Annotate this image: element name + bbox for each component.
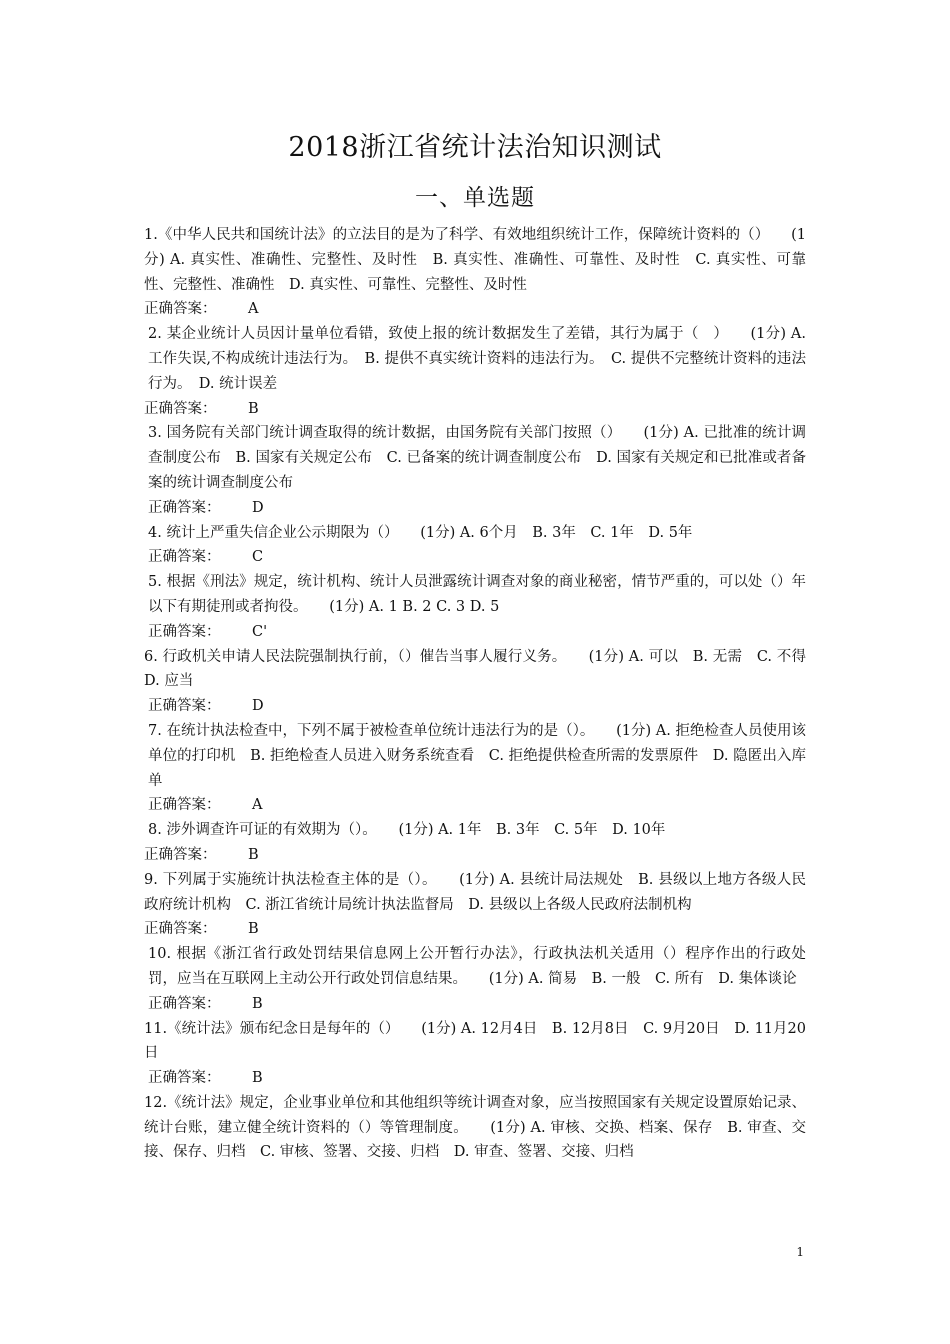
answer-label: 正确答案：: [148, 623, 221, 640]
document-title: 2018浙江省统计法治知识测试: [288, 132, 662, 163]
answer-value: A: [248, 301, 259, 318]
answer-11: [144, 1066, 806, 1091]
answer-10: [144, 992, 806, 1017]
answer-label: 正确答案：: [144, 301, 217, 318]
question-1: 1.《中华人民共和国统计法》的立法目的是为了科学、有效地组织统计工作，保障统计资料的（） (1分) A. 真实性、准确性、完整性、及时性 B. 真实性、准确性、可靠性、及时性 C. 真实性、可靠性、完整性、准确性 D. 真实性、可靠性、完整性、及时性: [144, 227, 806, 293]
answer-value: B: [248, 846, 259, 863]
answer-label: 正确答案：: [148, 797, 221, 814]
answer-label: 正确答案：: [148, 698, 221, 715]
answer-value: D: [252, 698, 264, 715]
question-9: 9. 下列属于实施统计执法检查主体的是（）。 (1分) A. 县统计局法规处 B. 县级以上地方各级人民政府统计机构 C. 浙江省统计局统计执法监督局 D. 县级以上各级人民政府法制机构: [144, 871, 806, 913]
answer-label: 正确答案：: [144, 846, 217, 863]
page-number: 1: [796, 1245, 804, 1259]
question-12: 12.《统计法》规定，企业事业单位和其他组织等统计调查对象，应当按照国家有关规定设置原始记录、统计台账，建立健全统计资料的（）等管理制度。 (1分) A. 审核、交换、档案、保存 B. 审查、交接、保存、归档 C. 审核、签署、交接、归档 D. 审查、签署、交接、归档: [144, 1094, 806, 1161]
question-list: [144, 223, 821, 1165]
question-7: 7. 在统计执法检查中，下列不属于被检查单位统计违法行为的是（）。 (1分) A. 拒绝检查人员使用该单位的打印机 B. 拒绝检查人员进入财务系统查看 C. 拒绝提供检查所需的发票原件 D. 隐匿出入库单: [148, 722, 806, 789]
answer-value: C': [252, 623, 268, 640]
answer-9: [144, 917, 806, 942]
question-2: 2. 某企业统计人员因计量单位看错，致使上报的统计数据发生了差错，其行为属于（ ） (1分) A. 工作失误,不构成统计违法行为。 B. 提供不真实统计资料的违法行为。 C. 提供不完整统计资料的违法行为。 D. 统计误差: [148, 326, 806, 392]
answer-label: 正确答案：: [148, 1070, 221, 1087]
answer-value: B: [252, 1070, 263, 1087]
answer-8: [144, 843, 806, 868]
answer-1: [144, 297, 806, 322]
section-heading: 一、单选题: [415, 185, 535, 211]
answer-value: B: [252, 995, 263, 1012]
answer-6: [144, 694, 806, 719]
answer-2: [144, 397, 806, 422]
question-11: 11.《统计法》颁布纪念日是每年的（） (1分) A. 12月4日 B. 12月8日 C. 9月20日 D. 11月20日: [144, 1020, 806, 1062]
answer-value: B: [248, 400, 259, 417]
question-4: 4. 统计上严重失信企业公示期限为（） (1分) A. 6个月 B. 3年 C. 1年 D. 5年: [148, 524, 693, 541]
answer-label: 正确答案：: [144, 400, 217, 417]
answer-value: A: [252, 797, 263, 814]
answer-value: B: [248, 921, 259, 938]
answer-3: [144, 496, 806, 521]
answer-label: 正确答案：: [148, 499, 221, 516]
question-8: 8. 涉外调查许可证的有效期为（）。 (1分) A. 1年 B. 3年 C. 5年 D. 10年: [148, 822, 666, 839]
question-10: 10. 根据《浙江省行政处罚结果信息网上公开暂行办法》，行政执法机关适用（）程序作出的行政处罚，应当在互联网上主动公开行政处罚信息结果。 (1分) A. 简易 B. 一般 C. 所有 D. 集体谈论: [148, 946, 806, 987]
question-3: 3. 国务院有关部门统计调查取得的统计数据，由国务院有关部门按照（） (1分) A. 已批准的统计调查制度公布 B. 国家有关规定公布 C. 已备案的统计调查制度公布 D. 国家有关规定和已批准或者备案的统计调查制度公布: [148, 425, 806, 491]
answer-label: 正确答案：: [144, 921, 217, 938]
answer-5: [144, 620, 806, 645]
answer-value: C: [252, 549, 264, 566]
question-6: 6. 行政机关申请人民法院强制执行前，（）催告当事人履行义务。 (1分) A. 可以 B. 无需 C. 不得 D. 应当: [144, 648, 821, 690]
answer-7: [144, 793, 806, 818]
answer-label: 正确答案：: [148, 549, 221, 566]
answer-label: 正确答案：: [148, 995, 221, 1012]
answer-value: D: [252, 499, 264, 516]
answer-4: [144, 545, 806, 570]
question-5: 5. 根据《刑法》规定，统计机构、统计人员泄露统计调查对象的商业秘密，情节严重的，可以处（）年以下有期徒刑或者拘役。 (1分) A. 1 B. 2 C. 3 D. 5: [148, 574, 806, 615]
